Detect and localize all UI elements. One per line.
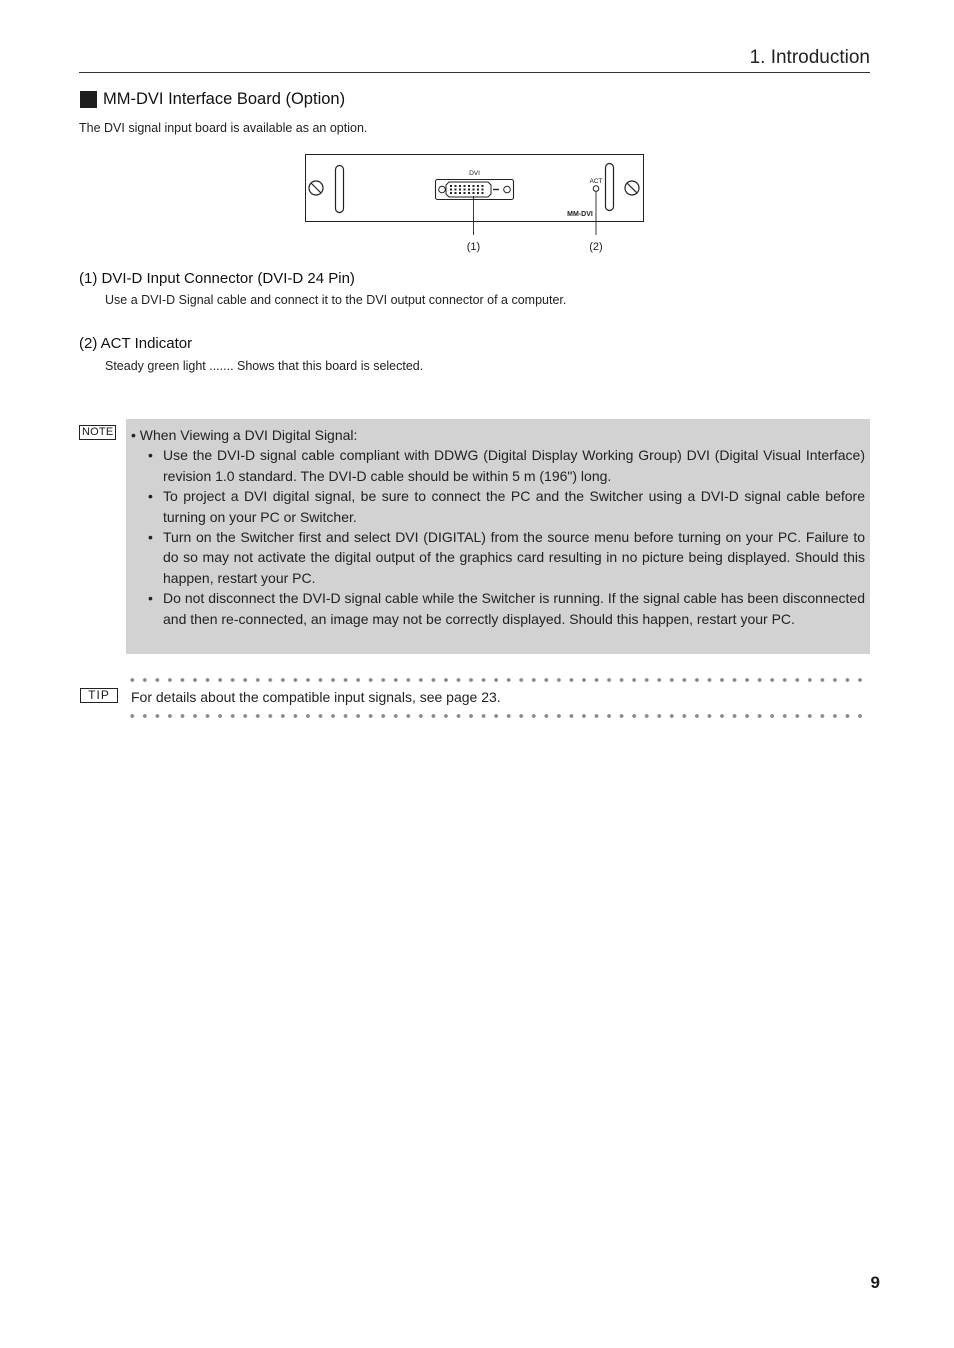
section-marker-icon [80,91,97,108]
tip-text: For details about the compatible input signals, see page 23. [131,689,501,705]
right-handle-slot [606,164,614,211]
page-header-title: 1. Introduction [749,47,870,68]
note-bullet: • Use the DVI-D signal cable compliant with DDWG (Digital Display Working Group) DVI (Digital Visual Interface) revision 1.0 standard. The DVI-D cable should be within 5 m (196") long. [148,447,865,484]
tip-label: TIP [80,688,118,703]
note-bullet: • Do not disconnect the DVI-D signal cable while the Switcher is running. If the signal cable has been disconnected and then re-connected, an image may not be correctly displayed. Should this happen, restart your PC. [148,590,865,627]
board-label: MM-DVI [567,211,593,218]
item-2-desc: Steady green light ....... Shows that this board is selected. [105,359,424,373]
left-screw-icon [309,181,323,195]
act-led-icon [593,186,599,192]
tip-dotted-rule-top [126,677,870,683]
board-diagram [300,150,650,260]
callout-1: (1) [466,241,481,253]
left-handle-slot [336,166,344,213]
header-rule [79,72,870,73]
note-box [126,419,870,654]
right-screw-icon [625,181,639,195]
section-title [80,90,345,109]
note-label: NOTE [79,425,116,440]
page-number: 9 [870,1273,880,1292]
item-1-desc: Use a DVI-D Signal cable and connect it to the DVI output connector of a computer. [105,293,567,307]
item-2-title: (2) ACT Indicator [79,335,193,352]
note-bullet: • Turn on the Switcher first and select DVI (DIGITAL) from the source menu before turning on your PC. Failure to do so may not activate the digital output of the graphics card resulting in no picture being displayed. Should this happen, restart your PC. [148,529,865,586]
section-intro: The DVI signal input board is available as an option. [79,121,368,135]
act-label: ACT [589,178,603,185]
section-title-text: MM-DVI Interface Board (Option) [103,90,346,108]
note-bullet: • To project a DVI digital signal, be sure to connect the PC and the Switcher using a DVI-D signal cable before turning on your PC or Switcher. [148,488,865,525]
dvi-label: DVI [469,170,480,177]
dvi-connector-icon [436,180,514,200]
item-1-title: (1) DVI-D Input Connector (DVI-D 24 Pin) [79,270,355,287]
callout-2: (2) [589,241,603,253]
note-heading: • When Viewing a DVI Digital Signal: [131,427,358,443]
tip-dotted-rule-bottom [126,713,870,719]
note-list [131,445,865,629]
